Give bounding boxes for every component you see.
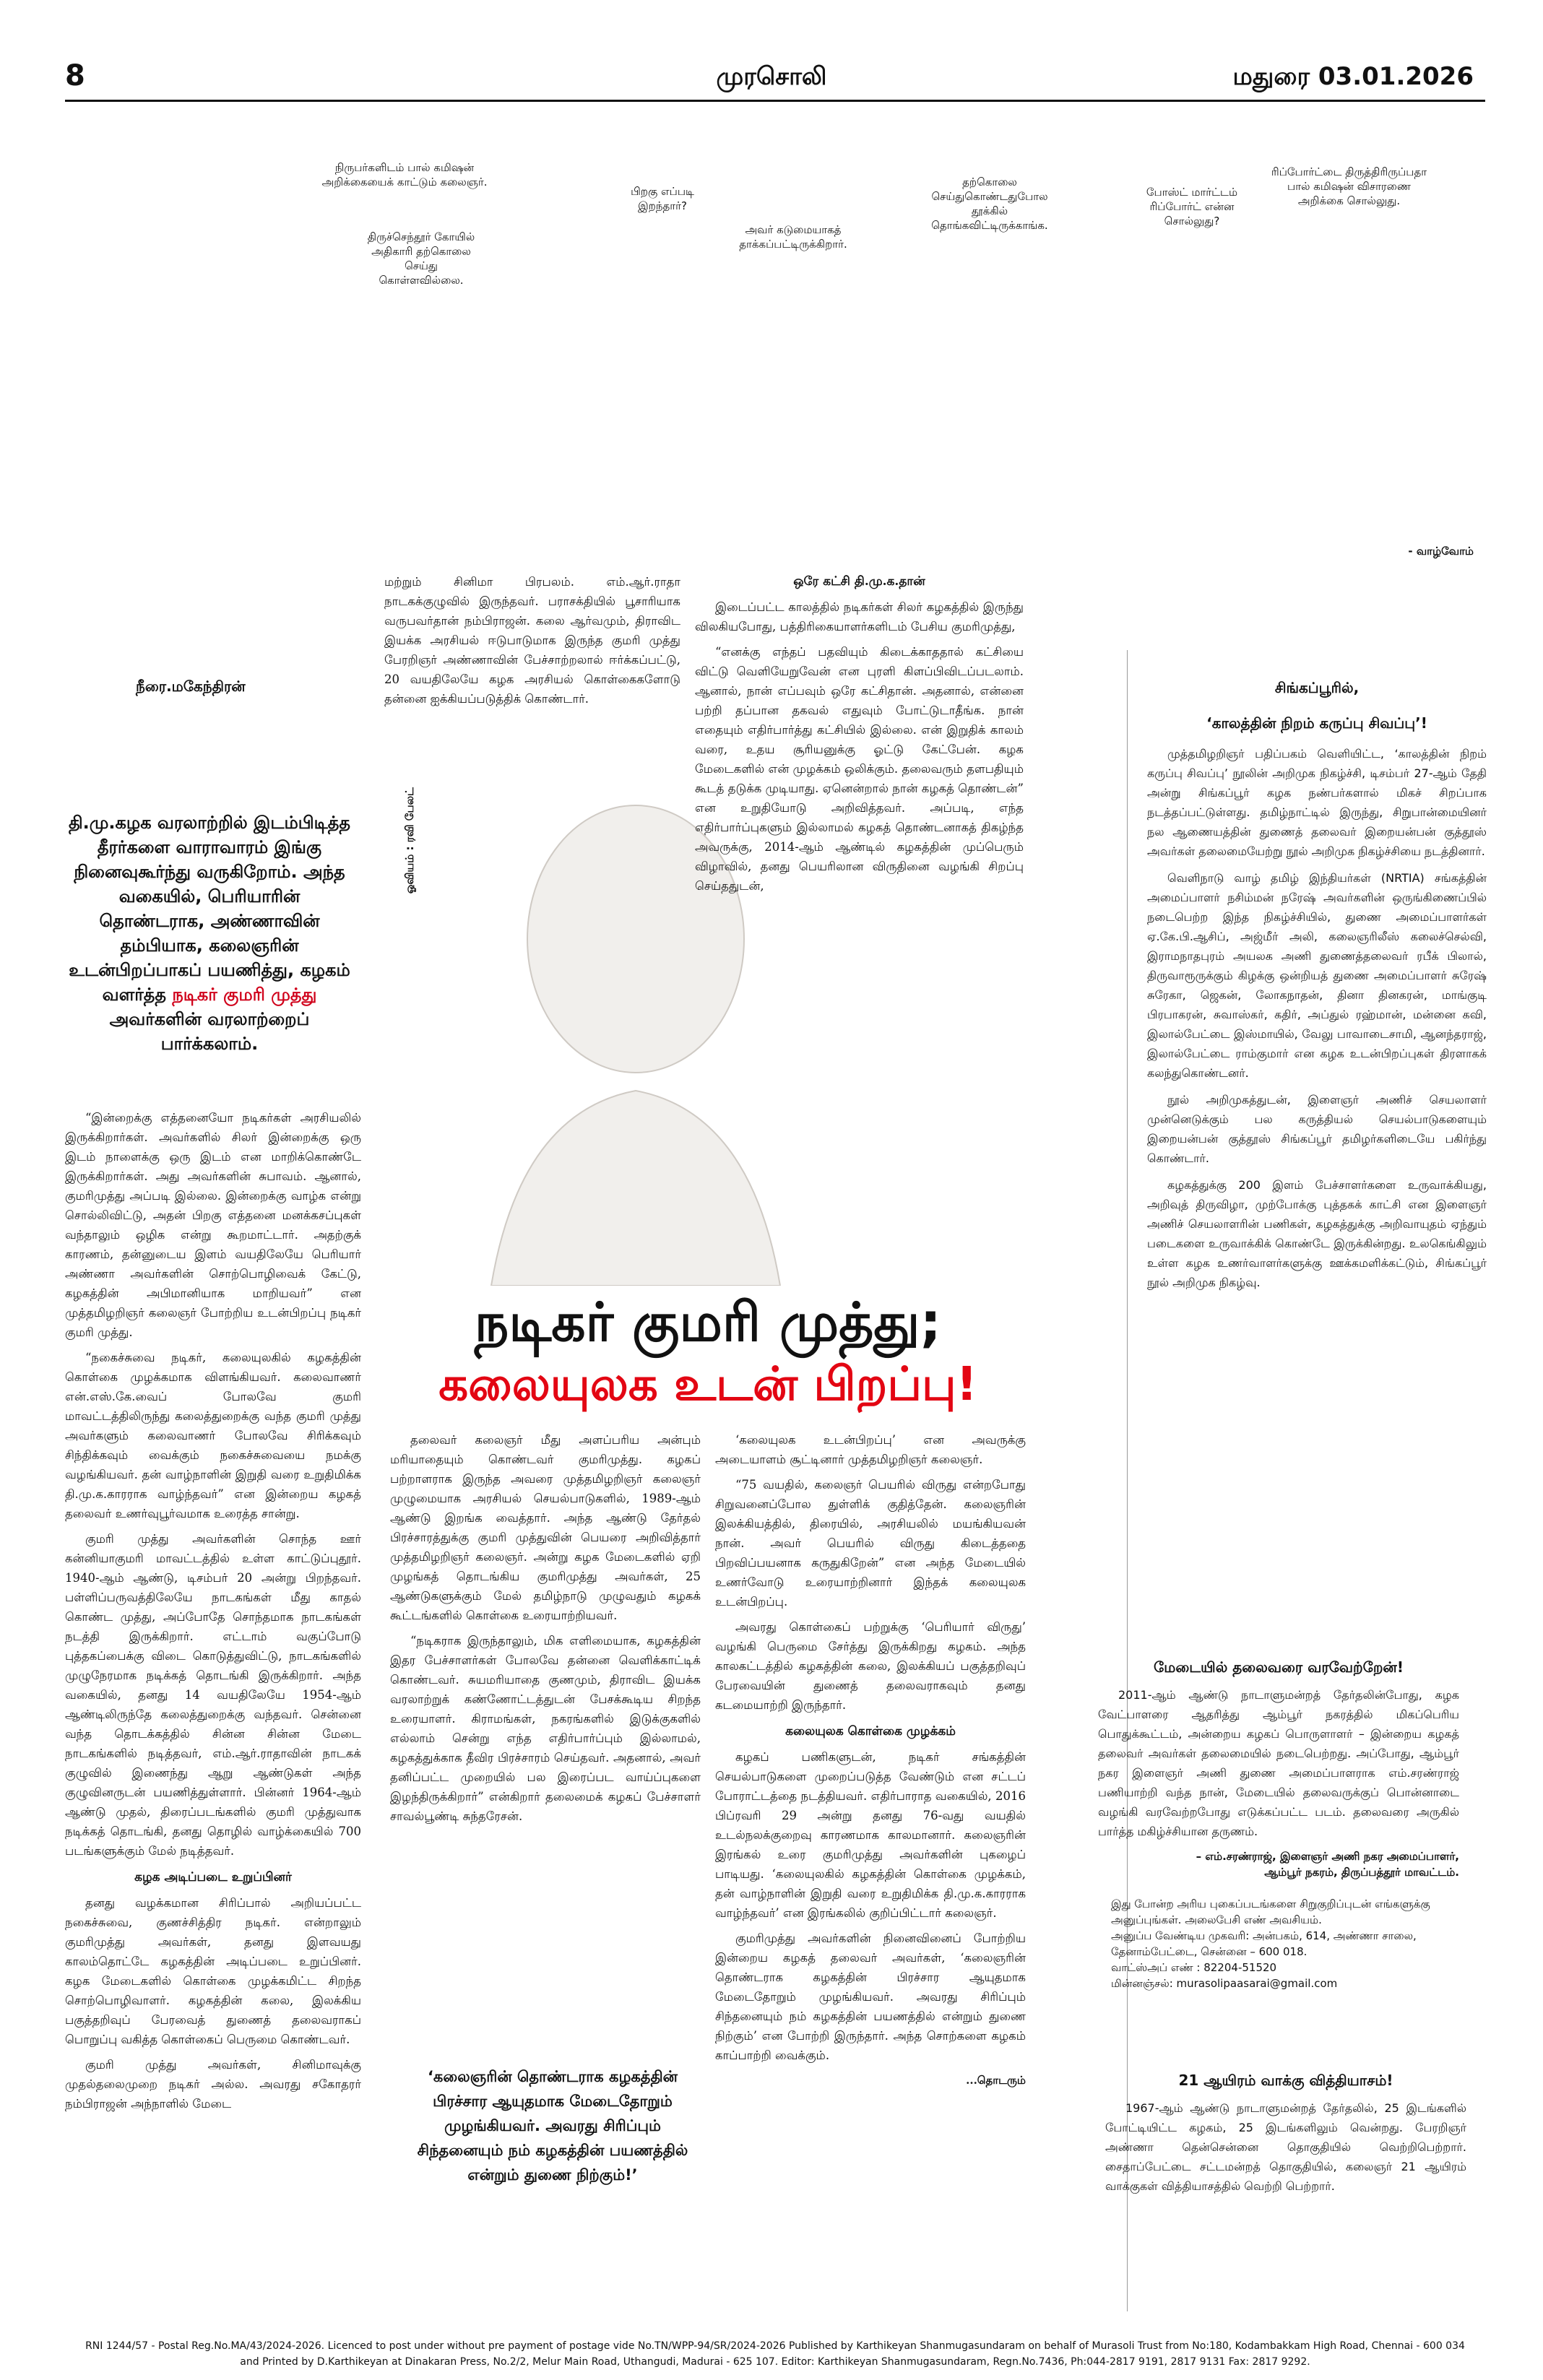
notice-whatsapp: வாட்ஸ்அப் எண் : 82204-51520: [1111, 1961, 1277, 1974]
sidebar-headline: ‘காலத்தின் நிறம் கருப்பு சிவப்பு’!: [1206, 714, 1427, 732]
headline-main: நடிகர் குமரி முத்து;: [474, 1291, 942, 1354]
article-column-3-top: [695, 572, 1024, 901]
paragraph: குமரி முத்து அவர்கள், சினிமாவுக்கு முதல்தலைமுறை நடிகர் அல்ல. அவரது சகோதரர் நம்பிராஜன் அந்நாளில் மேடை: [65, 2058, 361, 2111]
headline-sub: கலையுலக உடன் பிறப்பு!: [438, 1358, 977, 1411]
article-column-1: [65, 1108, 361, 2119]
paragraph: “எனக்கு எந்தப் பதவியும் கிடைக்காததால் கட்சியை விட்டு வெளியேறுவேன் என புரளி கிளப்பிவிடப்படலாம். ஆனால், நான் எப்பவும் ஒரே கட்சிதான். அதனால், என்னை பற்றி தப்பான தகவல் எதுவும் போட்டுடாதீங்க. நான் எதையும் எதிர்பார்த்து கட்சியில் இல்லை. என் இறுதிக் காலம் வரை, உதய சூரியனுக்கு ஓட்டு கேட்பேன். கழக மேடைகளில் என் முழக்கம் ஒலிக்கும். தலைவரும் தளபதியும் கூடத் தடுக்க முடியாது. ஏனென்றால் நான் கழகத் தொண்டன்” என உறுதியோடு அறிவித்தவர். அப்படி, எந்த எதிர்பார்ப்புகளும் இல்லாமல் கழகத் தொண்டனாகத் திகழ்ந்த அவருக்கு, 2014-ஆம் ஆண்டில் கழகத்தின் முப்பெரும் விழாவில், தனது பெயரிலான விருதினை வழங்கி சிறப்பு செய்ததுடன்,: [695, 645, 1024, 893]
article-column-2-bottom: [390, 1430, 701, 1832]
cartoon-bubble-3: பிறகு எப்படி இறந்தார்?: [631, 185, 694, 212]
paragraph: மற்றும் சினிமா பிரபலம். எம்.ஆர்.ராதா நாடகக்குழுவில் இருந்தவர். பராசக்தியில் பூசாரியாக வருபவர்தான் நம்பிராஜன். கலை ஆர்வமும், திராவிட இயக்க அரசியல் ஈடுபாடுமாக இருந்த குமரி முத்து பேரறிஞர் அண்ணாவின் பேச்சாற்றலால் ஈர்க்கப்பட்டு, 20 வயதிலேயே கழக அரசியல் கொள்கைகளோடு தன்னை ஐக்கியப்படுத்திக் கொண்டார்.: [384, 575, 680, 706]
paragraph: வெளிநாடு வாழ் தமிழ் இந்தியர்கள் (NRTIA) சங்கத்தின் அமைப்பாளர் நசிம்மன் நரேஷ் அவர்களின் ஒருங்கிணைப்பில் நடைபெற்ற இந்த நிகழ்ச்சியில், துணை அமைப்பாளர்கள் ஏ.கே.பி.ஆசிப், அஜ்மீர் அலி, கலைஞரிலீஸ் கலைச்செல்வி, இராமநாதபுரம் அயலக அணி துணைத்தலைவர் ரபீக் பிலால், திருவாரூருக்கும் கிழக்கு ஒன்றியத் துணை அமைப்பாளர் சுரேஷ் சுரேகா, ஜெகன், லோகநாதன், தினா தினகரன், மாங்குடி பிரபாகரன், சுவாஸ்கர், கதிர், அப்துல் ரஹ்மான், மன்னை கவி, இலால்பேட்டை இஸ்மாயில், வேலு பாவாடைசாமி, ஆனந்தராஜ், இலால்பேட்டை ராம்குமார் என கழக உடன்பிறப்புகள் திரளாகக் கலந்துகொண்டனர்.: [1147, 871, 1487, 1080]
subheading: கலையுலக கொள்கை முழக்கம்: [785, 1724, 956, 1739]
paragraph: “நடிகராக இருந்தாலும், மிக எளிமையாக, கழகத்தின் இதர பேச்சாளர்கள் போலவே தன்னை வெளிக்காட்டிக் கொண்டவர். சுயமரியாதை குணமும், திராவிட இயக்க வரலாற்றுக் கண்ணோட்டத்துடன் பேசக்கூடிய சிறந்த உரையாளர். கிராமங்கள், நகரங்களில் இடுக்குகளில் எல்லாம் சென்று எந்த எதிர்பார்ப்பும் இல்லாமல், கழகத்துக்காக தீவிர பிரச்சாரம் செய்தவர். அதனால், அவர் தனிப்பட்ட முறையில் பல இரைப்பட வாய்ப்புகளை இழந்திருக்கிறார்” என்கிறார் தலைமைக் கழகப் பேச்சாளர் சாவல்பூண்டி சுந்தரேசன்.: [390, 1634, 701, 1823]
artist-credit: ஓவியம் : ரவி பேலட்: [403, 787, 416, 894]
paragraph: கழகத்துக்கு 200 இளம் பேச்சாளர்களை உருவாக்கியது, அறிவுத் திருவிழா, முற்போக்கு புத்தகக் காட்சி என இளைஞர் அணிச் செயலாளரின் பணிகள், கழகத்துக்கு அறிவாயுதம் ஏந்தும் படைகளை உருவாக்கிக் கொண்டே இருக்கின்றது. உலகெங்கிலும் உள்ள கழக உணர்வாளர்களுக்கு ஊக்கமளிக்கட்டும், சிங்கப்பூர் நூல் அறிமுக நிகழ்வு.: [1147, 1178, 1487, 1289]
paragraph: தலைவர் கலைஞர் மீது அளப்பரிய அன்பும் மரியாதையும் கொண்டவர் குமரிமுத்து. கழகப் பற்றாளராக இருந்த அவரை முத்தமிழறிஞர் கலைஞர் முழுமையாக அரசியல் செயல்பாடுகளில், 1989-ஆம் ஆண்டு இறங்க வைத்தார். அந்த ஆண்டு தேர்தல் பிரச்சாரத்துக்கு குமரி முத்துவின் பெயரை அறிவித்தார் முத்தமிழறிஞர் கலைஞர். அன்று கழக மேடைகளில் ஏறி முழங்கத் தொடங்கிய குமரிமுத்து அவர்கள், 25 ஆண்டுகளுக்கும் மேல் தமிழ்நாடு முழுவதும் கழகக் கூட்டங்களில் கொள்கை உரையாற்றியவர்.: [390, 1433, 701, 1622]
cartoon-bubble-6: போஸ்ட் மார்ட்டம் ரிப்போர்ட் என்ன சொல்லுது?: [1146, 186, 1238, 228]
paragraph: குமரி முத்து அவர்களின் சொந்த ஊர் கன்னியாகுமரி மாவட்டத்தில் உள்ள காட்டுப்புதூர். 1940-ஆம் ஆண்டு, டிசம்பர் 20 அன்று பிறந்தவர். பள்ளிப்பருவத்திலேயே நாடகங்கள் மீது காதல் கொண்ட முத்து, அப்போதே சொந்தமாக நாடகங்கள் நடத்தி இருக்கிறார். எட்டாம் வகுப்போடு புத்தகப்பைக்கு விடை கொடுத்துவிட்டு, நாடகங்களில் முழுநேரமாக நடிக்கத் தொடங்கி இருக்கிறார். அந்த வகையில், தனது 14 வயதிலேயே 1954-ஆம் ஆண்டிலிருந்தே கலைத்துறைக்கு வந்தவர். சென்னை வந்த தொடக்கத்தில் சின்ன சின்ன மேடை நாடகங்களில் நடித்தவர், எம்.ஆர்.ராதாவின் நாடகக் குழுவில் இணைந்து ஆறு ஆண்டுகள் அந்த குழுவினருடன் பயணித்துள்ளார். பின்னர் 1964-ஆம் ஆண்டு முதல், திரைப்படங்களில் குமரி முத்துவாக நடிக்கத் தொடங்கி, தனது தொழில் வாழ்க்கையில் 700 படங்களுக்கும் மேல் நடித்தவர்.: [65, 1532, 361, 1858]
edition-date: மதுரை 03.01.2026: [1232, 62, 1474, 91]
sidebar-headline: மேடையில் தலைவரை வரவேற்றேன்!: [1154, 1658, 1404, 1676]
notice-email: மின்னஞ்சல்: murasolipaasarai@gmail.com: [1111, 1977, 1338, 1990]
newspaper-name: முரசொலி: [716, 62, 827, 91]
masthead-rule: [65, 100, 1485, 102]
paragraph: கழகப் பணிகளுடன், நடிகர் சங்கத்தின் செயல்பாடுகளை முறைப்படுத்த வேண்டும் என சட்டப் போராட்டத்தை நடத்தியவர். எதிர்பாராத வகையில், 2016 பிப்ரவரி 29 அன்று தனது 76-வது வயதில் உடல்நலக்குறைவு காரணமாக காலமானார். கலைஞரின் இரங்கல் உரை குமரிமுத்து அவர்களின் புகழைப் பாடியது. ‘கலையுலகில் கழகத்தின் கொள்கை முழக்கம், தன் வாழ்நாளின் இறுதி வரை உறுதிமிக்க தி.மு.க.காரராக வாழ்ந்தவர்’ என இரங்கலில் குறிப்பிட்டார் கலைஞர்.: [715, 1750, 1026, 1920]
article-intro: [65, 810, 354, 1056]
article-column-3-bottom: [715, 1430, 1026, 2090]
paragraph: “இன்றைக்கு எத்தனையோ நடிகர்கள் அரசியலில் இருக்கிறார்கள். அவர்களில் சிலர் இன்றைக்கு ஒரு இடம் நாளைக்கு ஒரு இடம் என மாறிக்கொண்டே இருக்கிறார்கள். அது அவர்களின் சுபாவம். ஆனால், குமரிமுத்து அப்படி இல்லை. இன்றைக்கு வாழ்க என்று சொல்லிவிட்டு, அதன் பிறகு எத்தனை மனக்கசப்புகள் வந்தாலும் ஒழிக என்று கூறமாட்டார். அதற்குக் காரணம், தன்னுடைய இளம் வயதிலேயே பெரியார் அண்ணா அவர்களின் சொற்பொழிவைக் கேட்டு, கழகத்தின் அபிமானியாக மாறியவர்” என முத்தமிழறிஞர் கலைஞர் போற்றிய உடன்பிறப்பு நடிகர் குமரி முத்து.: [65, 1111, 361, 1339]
cartoon-bubble-4: அவர் கடுமையாகத் தாக்கப்பட்டிருக்கிறார்.: [739, 223, 847, 251]
continued-marker: ...தொடரும்: [966, 2074, 1026, 2087]
cartoon-credit: - வாழ்வோம்: [1408, 545, 1474, 558]
paragraph: இடைப்பட்ட காலத்தில் நடிகர்கள் சிலர் கழகத்தில் இருந்து விலகியபோது, பத்திரிகையாளர்களிடம் பேசிய குமரிமுத்து,: [695, 600, 1024, 633]
sidebar-kicker: சிங்கப்பூரில்,: [1274, 679, 1360, 696]
article-byline: நீரை.மகேந்திரன்: [136, 678, 246, 695]
imprint-line: and Printed by D.Karthikeyan at Dinakaran Press, No.2/2, Melur Main Road, Uthangudi, Madurai - 625 107. Editor: Karthikeyan Shanmugasundaram, Regn.No.7436, Ph:044-2817 9191, 2817 9131 Fax: 2817 9292.: [240, 2356, 1310, 2368]
sidebar-headline: 21 ஆயிரம் வாக்கு வித்தியாசம்!: [1178, 2072, 1393, 2089]
intro-text-end: அவர்களின் வரலாற்றைப் பார்க்கலாம்.: [109, 1009, 310, 1054]
pull-quote: ‘கலைஞரின் தொண்டராக கழகத்தின் பிரச்சார ஆயுதமாக மேடைதோறும் முழங்கியவர். அவரது சிரிப்பும் சிந்தனையும் நம் கழகத்தின் பயணத்தில் என்றும் துணை நிற்கும்!’: [417, 2068, 688, 2184]
sidebar-credit: ஆம்பூர் நகரம், திருப்பத்தூர் மாவட்டம்.: [1264, 1866, 1459, 1879]
paragraph: ‘கலையுலக உடன்பிறப்பு’ என அவருக்கு அடையாளம் சூட்டினார் முத்தமிழறிஞர் கலைஞர்.: [715, 1433, 1026, 1466]
paragraph: அவரது கொள்கைப் பற்றுக்கு ‘பெரியார் விருது’ வழங்கி பெருமை சேர்த்து இருக்கிறது கழகம். அந்த காலகட்டத்தில் கழகத்தின் கலை, இலக்கியப் பகுத்தறிவுப் பேரவையின் துணைத் தலைவராகவும் தனது கடமையாற்றி இருந்தார்.: [715, 1620, 1026, 1712]
sidebar-story-singapore: [1147, 679, 1487, 1299]
sidebar-story-votes: [1105, 2072, 1466, 2203]
sidebar-story-welcome: [1098, 1658, 1459, 1991]
notice-line: அனுப்ப வேண்டிய முகவரி: அன்பகம், 614, அண்ணா சாலை, தேனாம்பேட்டை, சென்னை – 600 018.: [1111, 1929, 1417, 1958]
article-column-2-top: [384, 572, 680, 714]
imprint-footer: [65, 2338, 1485, 2370]
intro-highlight: நடிகர் குமரி முத்து: [172, 985, 317, 1005]
cartoon-bubble-2: திருச்செந்தூர் கோயில் அதிகாரி தற்கொலை செய்து கொள்ளவில்லை.: [367, 230, 475, 287]
subheading: கழக அடிப்படை உறுப்பினர்: [134, 1870, 292, 1884]
intro-text: தி.மு.கழக வரலாற்றில் இடம்பிடித்த தீரர்களை வாராவாரம் இங்கு நினைவுகூர்ந்து வருகிறோம். அந்த வகையில், பெரியாரின் தொண்டராக, அண்ணாவின் தம்பியாக, கலைஞரின் உடன்பிறப்பாகப் பயணித்து, கழகம் வளர்த்த: [68, 813, 351, 1005]
paragraph: தனது வழக்கமான சிரிப்பால் அறியப்பட்ட நகைச்சுவை, குணச்சித்திர நடிகர். என்றாலும் குமரிமுத்து அவர்கள், தனது இளவயது காலம்தொட்டே கழகத்தின் அடிப்படை உறுப்பினர். கழக மேடைகளில் கொள்கை முழக்கமிட்ட சிறந்த சொற்பொழிவாளர். கழகத்தின் கலை, இலக்கிய பகுத்தறிவுப் பேரவைத் துணைத் தலைவராகப் பொறுப்பு வகித்த கொள்கைப் பெருமை கொண்டவர்.: [65, 1896, 361, 2046]
cartoon-bubble-7: ரிப்போர்ட்டை திருத்திரிருப்பதா பால் கமிஷன் விசாரணை அறிக்கை சொல்லுது.: [1271, 165, 1427, 207]
sidebar-credit: – எம்.சரண்ராஜ், இளைஞர் அணி நகர அமைப்பாளர்,: [1196, 1850, 1459, 1863]
subheading: ஒரே கட்சி தி.மு.க.தான்: [793, 574, 925, 589]
paragraph: முத்தமிழறிஞர் பதிப்பகம் வெளியிட்ட, ‘காலத்தின் நிறம் கருப்பு சிவப்பு’ நூலின் அறிமுக நிகழ்ச்சி, டிசம்பர் 27-ஆம் தேதி அன்று சிங்கப்பூர் கழக நண்பர்களால் மிகச் சிறப்பாக நடத்தப்பட்டுள்ளது. தமிழ்நாட்டில் இருந்து, சிறுபான்மையினர் நல ஆணையத்தின் துணைத் தலைவர் இறையன்பன் குத்தூஸ் அவர்கள் தலைமையேற்று நூல் அறிமுக நிகழ்ச்சியை நடத்தினார்.: [1147, 747, 1487, 858]
cartoon-bubble-1: நிருபர்களிடம் பால் கமிஷன் அறிக்கையைக் காட்டும் கலைஞர்.: [321, 161, 488, 189]
page-number: 8: [65, 59, 85, 92]
submission-notice: [1098, 1896, 1459, 1991]
paragraph: 1967-ஆம் ஆண்டு நாடாளுமன்றத் தேர்தலில், 25 இடங்களில் போட்டியிட்ட கழகம், 25 இடங்களிலும் வென்றது. பேரறிஞர் அண்ணா தென்சென்னை தொகுதியில் வெற்றிபெற்றார். சைதாப்பேட்டை சட்டமன்றத் தொகுதியில், கலைஞர் 21 ஆயிரம் வாக்குகள் வித்தியாசத்தில் வெற்றி பெற்றார்.: [1105, 2101, 1466, 2193]
sidebar-divider: [1127, 650, 1128, 2311]
paragraph: 2011-ஆம் ஆண்டு நாடாளுமன்றத் தேர்தலின்போது, கழக வேட்பாளரை ஆதரித்து ஆம்பூர் நகரத்தில் மிகப்பெரிய பொதுக்கூட்டம், அன்றைய கழகப் பொருளாளர் – இன்றைய கழகத் தலைவர் அவர்கள் தலைமையில் நடைபெற்றது. அப்போது, ஆம்பூர் நகர இளைஞர் அணி துணை அமைப்பாளராக எம்.சரண்ராஜ் பணியாற்றி வந்த நான், மேடையில் தலைவருக்குப் பொன்னாடை வழங்கி வரவேற்றபோது எடுக்கப்பட்ட படம். தலைவரை அருகில் பார்த்த மகிழ்ச்சியான தருணம்.: [1098, 1688, 1459, 1838]
paragraph: குமரிமுத்து அவர்களின் நினைவினைப் போற்றிய இன்றைய கழகத் தலைவர் அவர்கள், ‘கலைஞரின் தொண்டராக கழகத்தின் பிரச்சார ஆயுதமாக மேடைதோறும் முழங்கியவர். அவரது சிரிப்பும் சிந்தனையும் நம் கழகத்தின் பயணத்தில் என்றும் துணை நிற்கும்’ என போற்றி இருந்தார். அந்த சொற்களை கழகம் காப்பாற்றி வைக்கும்.: [715, 1931, 1026, 2062]
cartoon-bubble-5: தற்கொலை செய்துகொண்டதுபோல தூக்கில் தொங்கவிட்டிருக்காங்க.: [931, 176, 1048, 232]
paragraph: நூல் அறிமுகத்துடன், இளைஞர் அணிச் செயலாளர் முன்னெடுக்கும் பல கருத்தியல் செயல்பாடுகளையும் இறையன்பன் குத்தூஸ் சிங்கப்பூர் தமிழர்களிடையே பகிர்ந்து கொண்டார்.: [1147, 1093, 1487, 1165]
paragraph: “நகைச்சுவை நடிகர், கலையுலகில் கழகத்தின் கொள்கை முழக்கமாக விளங்கியவர். கலைவாணர் என்.எஸ்.கே.வைப் போலவே குமரி மாவட்டத்திலிருந்து கலைத்துறைக்கு வந்த குமரி முத்து அவர்களும் கலைவாணர் போலவே சிரிக்கவும் சிந்திக்கவும் வைக்கும் நகைச்சுவையை நமக்கு வழங்கியவர். தன் வாழ்நாளின் இறுதி வரை உறுதிமிக்க தி.மு.க.காரராக வாழ்ந்தவர்” என இன்றைய கழகத் தலைவர் உணர்வுபூர்வமாக உரைத்த சான்று.: [65, 1351, 361, 1520]
imprint-line: RNI 1244/57 - Postal Reg.No.MA/43/2024-2026. Licenced to post under without pre payment of postage vide No.TN/WPP-94/SR/2024-2026 Published by Karthikeyan Shanmugasundaram on behalf of Murasoli Trust from No:180, Kodambakkam High Road, Chennai - 600 034: [85, 2340, 1465, 2352]
notice-line: இது போன்ற அரிய புகைப்படங்களை சிறுகுறிப்புடன் எங்களுக்கு அனுப்புங்கள். அலைபேசி எண் அவசியம்.: [1111, 1897, 1430, 1926]
paragraph: “75 வயதில், கலைஞர் பெயரில் விருது என்றபோது சிறுவனைப்போல துள்ளிக் குதித்தேன். கலைஞரின் இலக்கியத்தில், திரையில், அரசியலில் மயங்கியவன் நான். அவர் பெயரில் விருது கிடைத்ததை பிறவிப்பயனாக கருதுகிறேன்” என அந்த மேடையில் உணர்வோடு உரையாற்றினார் இந்தக் கலையுலக உடன்பிறப்பு.: [715, 1478, 1026, 1609]
